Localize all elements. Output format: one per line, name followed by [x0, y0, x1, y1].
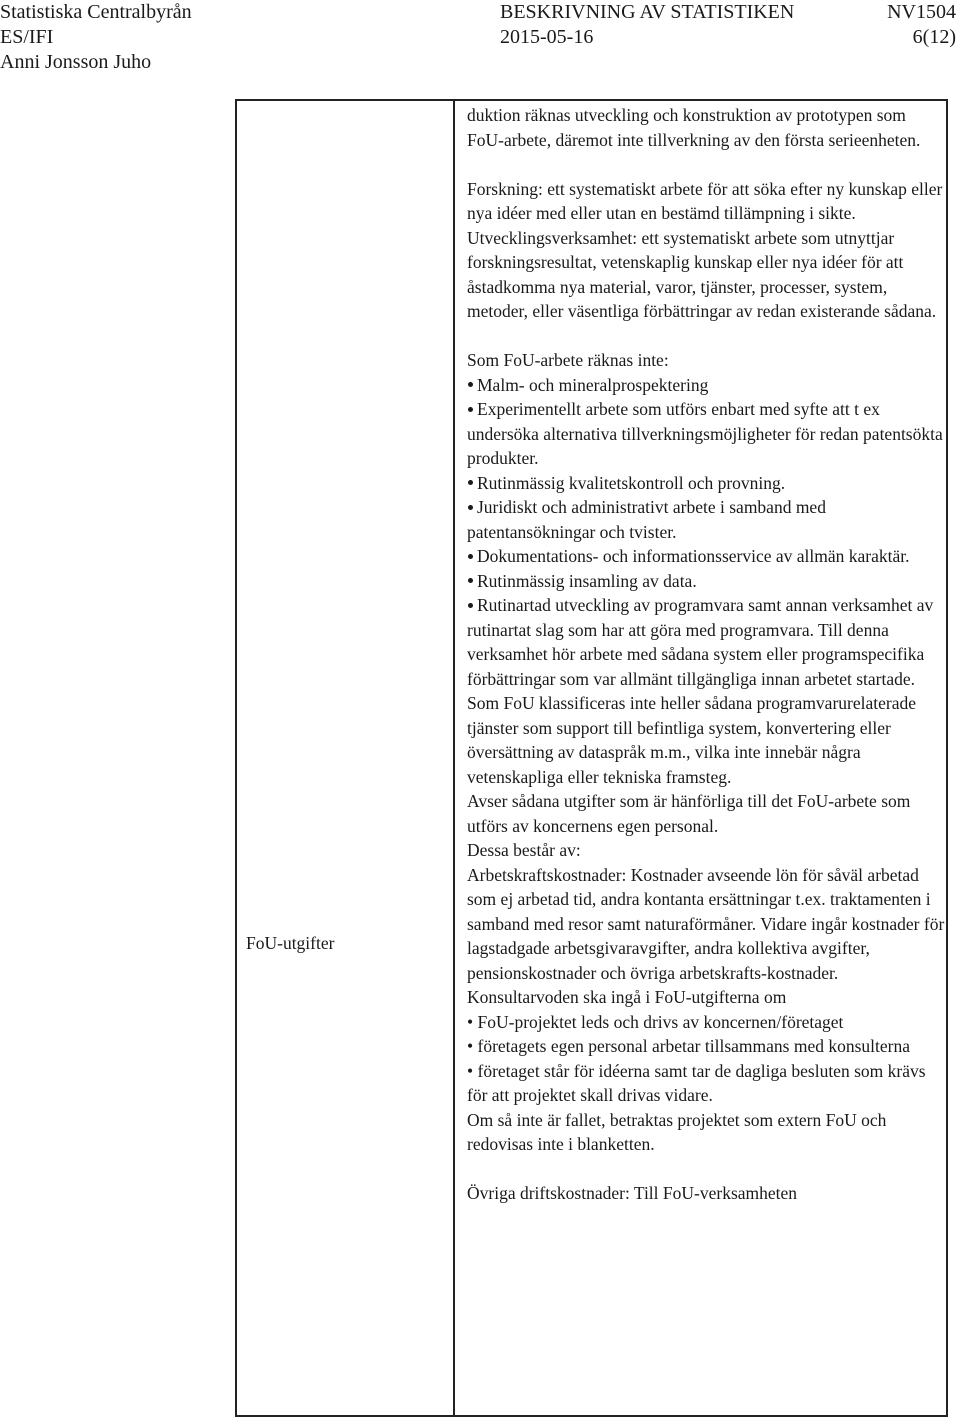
paragraph-utvecklingsverksamhet: Utvecklingsverksamhet: ett systematiskt arbete som utnyttjar forskningsresultat, vetenskaplig kunskap eller nya idéer för att åstadkomma nya material, varor, tjänster, processer, system, metoder, eller väsentliga förbättringar av redan existerande sådana. — [467, 227, 937, 321]
consult-condition-item: • företagets egen personal arbetar tillsammans med konsulterna — [467, 1036, 910, 1056]
organization-name: Statistiska Centralbyrån — [0, 1, 192, 23]
table-column-divider — [453, 99, 455, 1417]
spacer — [467, 1157, 947, 1182]
exclusion-item: Dokumentations- och informationsservice av allmän karaktär. — [467, 544, 947, 569]
spacer — [467, 152, 947, 177]
definition-column — [467, 103, 947, 1206]
bullet-icon — [468, 578, 473, 583]
exclusion-item: Rutinmässig insamling av data. — [467, 569, 947, 594]
header-row-3 — [0, 50, 960, 75]
bullet-icon — [468, 505, 473, 510]
bullet-icon — [468, 603, 473, 608]
document-date: 2015-05-16 — [500, 26, 594, 48]
paragraph-arbetskraftskostnader: Arbetskraftskostnader: Kostnader avseende lön för såväl arbetad som ej arbetad tid, andra kontanta ersättningar t.ex. traktamenten i samband med resor samt naturaförmåner. Vidare ingår kostnader för lagstadgade arbetsgivaravgifter, andra kollektiva avgifter, pensionskostnader och övriga arbetskrafts-kostnader. Konsultarvoden ska ingå i FoU-utgifterna om — [467, 864, 945, 1007]
paragraph-dessa-bestar-av: Dessa består av: — [467, 840, 581, 860]
term-label-fou-utgifter: FoU-utgifter — [246, 933, 335, 953]
exclusion-item: Malm- och mineralprospektering — [467, 373, 947, 398]
bullet-icon — [468, 554, 473, 559]
document-header — [0, 0, 960, 75]
bullet-icon — [468, 480, 473, 485]
consult-condition-item: • företaget står för idéerna samt tar de dagliga besluten som krävs för att projektet skall drivas vidare. — [467, 1060, 926, 1105]
consult-condition-item: • FoU-projektet leds och drivs av koncernen/företaget — [467, 1011, 844, 1032]
paragraph-fou-utgifter-definition: Avser sådana utgifter som är hänförliga till det FoU-arbete som utförs av koncernens egen personal. — [467, 791, 911, 836]
spacer — [467, 324, 947, 349]
exclusion-item: Rutinartad utveckling av programvara samt annan verksamhet av rutinartat slag som har att göra med programvara. Till denna verksamhet hör arbete med sådana system eller programspecifika förbättringar som var allmänt tillgängliga innan arbetet startade. Som FoU klassificeras inte heller sådana programvarurelaterade tjänster som support till befintliga system, konvertering eller översättning av dataspråk m.m., vilka inte innebär några vetenskapliga eller tekniska framsteg. — [467, 595, 934, 787]
document-code: NV1504 — [887, 1, 956, 23]
paragraph-extern-fou: Om så inte är fallet, betraktas projektet som extern FoU och redovisas inte i blanketten. — [467, 1109, 887, 1154]
bullet-icon — [468, 407, 473, 412]
exclusion-item: Experimentellt arbete som utförs enbart med syfte att t ex undersöka alternativa tillverkningsmöjligheter för redan patentsökta produkter. — [467, 399, 943, 468]
page-number: 6(12) — [912, 26, 956, 48]
paragraph-forskning: Forskning: ett systematiskt arbete för att söka efter ny kunskap eller nya idéer med eller utan en bestämd tillämpning i sikte. — [467, 178, 943, 223]
author-name: Anni Jonsson Juho — [0, 51, 152, 73]
bullet-icon — [468, 382, 473, 387]
header-row-1 — [0, 0, 960, 25]
department: ES/IFI — [0, 26, 54, 48]
document-title: BESKRIVNING AV STATISTIKEN — [500, 1, 795, 23]
paragraph-ovriga-driftskostnader: Övriga driftskostnader: Till FoU-verksamheten — [467, 1183, 798, 1203]
paragraph-intro: duktion räknas utveckling och konstruktion av prototypen som FoU-arbete, däremot inte tillverkning av den första serieenheten. — [467, 105, 921, 150]
exclusions-title: Som FoU-arbete räknas inte: — [467, 350, 669, 370]
exclusion-item: Rutinmässig kvalitetskontroll och provning. — [467, 471, 947, 496]
exclusion-item: Juridiskt och administrativt arbete i samband med patentansökningar och tvister. — [467, 497, 826, 542]
header-row-2 — [0, 25, 960, 50]
